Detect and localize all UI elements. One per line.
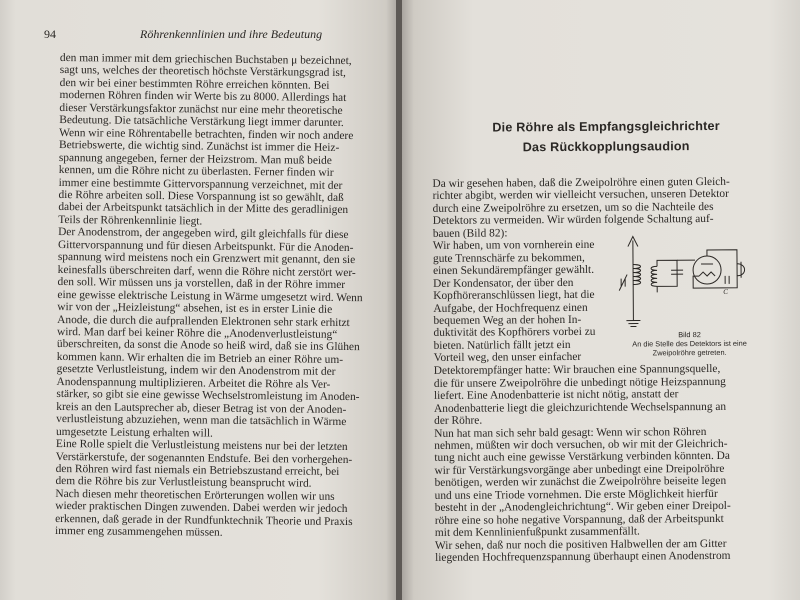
- caption-line: An die Stelle des Detektors ist eine: [632, 339, 747, 349]
- text-line: die Röhre arbeiten soll. Diese Vorspannung ist so gewählt, daß: [58, 188, 344, 204]
- tuning-capacitor: [619, 275, 627, 291]
- text-line: Wenn wir eine Röhrentabelle betrachten, finden wir noch andere: [59, 126, 354, 142]
- text-line: kennen, um die Röhre nicht zu überlasten. Ferner finden wir: [58, 164, 334, 179]
- text-line: Wir haben, um von vornherein eine: [432, 239, 595, 253]
- figure-number: Bild 82: [678, 330, 701, 340]
- text-line: wir von der „Heizleistung“ absehen, ist es in erster Linie die: [57, 301, 333, 316]
- text-line: Nun hat man sich sehr bald gesagt: Wenn wir schon Röhren: [434, 425, 707, 440]
- text-line: Anodenbatterie liegt die gleichzurichtende Wechselspannung an: [433, 400, 727, 415]
- heading-main: Die Röhre als Empfangsgleichrichter: [492, 118, 720, 135]
- text-line: Vorteil weg, den unser einfacher: [433, 351, 582, 365]
- text-line: wieder praktischen Dingen zuwenden. Dabei werden wir jedoch: [55, 500, 348, 516]
- text-line: stärker, so gibt sie eine gewisse Wechselstromleistung im Anoden-: [56, 388, 360, 404]
- text-line: immer eng zusammengehen müssen.: [54, 525, 223, 539]
- antenna-symbol: [628, 237, 639, 321]
- text-line: bequemen Weg an der hohen In-: [433, 313, 582, 327]
- text-line: bieten. Natürlich fällt jetzt ein: [433, 338, 571, 352]
- text-line: Gittervorspannung und für diesen Arbeitspunkt. Für die Anoden-: [57, 238, 354, 254]
- text-line: Der Kondensator, der über den: [433, 276, 574, 290]
- body-paragraphs: [434, 363, 773, 565]
- text-line: Anodenspannung multiplizieren. Arbeitet die Röhre als Ver-: [56, 375, 331, 391]
- text-line: verlustleistung abzuziehen, wenn man die tatsächlich in Wärme: [56, 413, 347, 429]
- text-line: spannung wird meistens noch ein Grenzwert mit genannt, den sie: [57, 251, 356, 267]
- text-line: Nach diesen mehr theoretischen Erörterungen wollen wir uns: [55, 487, 335, 503]
- text-line: dabei der Arbeitspunkt tatsächlich in der Mitte des geradlinigen: [58, 201, 349, 217]
- intro-paragraph: [432, 176, 770, 241]
- tube-cathode: [699, 272, 715, 276]
- text-line: dieser Verstärkungsfaktor zunächst nur eine mehr theoretische: [59, 101, 343, 117]
- text-line: Betriebswerte, die wichtig sind. Zunächst ist immer die Heiz-: [58, 139, 340, 155]
- text-line: kreis an den Lautsprecher ab, dieser Betrag ist von der Anoden-: [56, 400, 347, 416]
- headphone-symbol: [737, 262, 745, 278]
- section-heading: [440, 116, 772, 158]
- heading-sub: Das Rückkopplungsaudion: [522, 139, 690, 155]
- text-line: röhre eine so hohe negative Vorspannung, daß der Arbeitspunkt: [434, 512, 724, 527]
- text-line: duktivität des Kopfhörers vorbei zu: [433, 326, 596, 340]
- text-line: Da wir gesehen haben, daß die Zweipolröhre einen guten Gleich-: [432, 175, 730, 190]
- running-title: Röhrenkennlinien und ihre Bedeutung: [140, 27, 323, 41]
- text-line: benötigen, werden wir zunächst die Zweipolröhre beiseite legen: [434, 475, 727, 490]
- text-line: keinesfalls überschreiten darf, wenn die Röhre nicht zerstört wer-: [57, 263, 356, 279]
- text-line: nehmen, müßten wir doch versuchen, ob wir mit der Gleichrich-: [434, 437, 728, 452]
- text-line: gesetzte Verlustleistung, indem wir den Anodenstrom mit der: [56, 363, 336, 379]
- text-line: Kopfhöreranschlüssen liegt, hat die: [433, 288, 595, 303]
- text-line: eine gewisse elektrische Leistung in Wärme umgesetzt wird. Wenn: [57, 288, 363, 304]
- text-line: wird. Man darf bei keiner Röhre die „Anodenverlustleistung“: [57, 325, 338, 341]
- figure-82: [605, 234, 774, 365]
- text-line: Verstärkerstufe, der sogenannten Endstufe. Bei den vorhergehen-: [55, 450, 353, 466]
- capacitor-label: C: [723, 288, 728, 297]
- text-line: den Röhren wird fast niemals ein Betriebszustand erreicht, bei: [55, 462, 340, 478]
- text-line: den wir bei einer bestimmten Röhre erreichen könnten. Bei: [59, 76, 330, 92]
- text-line: immer eine bestimmte Gittervorspannung verzeichnet, mit der: [58, 176, 343, 192]
- text-line: liefert. Eine Anodenbatterie ist nicht nötig, anstatt der: [433, 388, 679, 403]
- text-line: liegenden Hochfrequenzspannung überhaupt einen Anodenstrom: [435, 549, 731, 564]
- text-line: einen Sekundärempfänger gewählt.: [433, 263, 595, 278]
- text-line: den soll. Wir müssen uns ja vorstellen, daß in der Röhre immer: [57, 276, 346, 292]
- text-line: erkennen, daß gerade in der Rundfunktechnik Theorie und Praxis: [55, 512, 353, 528]
- text-line: Bedeutung. Die tatsächliche Verstärkung liegt immer darunter.: [59, 114, 344, 130]
- text-line: wir für Verstärkungsvorgänge aber unbedingt eine Dreipolröhre: [434, 462, 725, 477]
- text-line: durch eine Zweipolröhre zu ersetzen, um so die Nachteile des: [432, 200, 714, 215]
- text-line: besteht in der „Anodengleichrichtung“. Wir geben einer Dreipol-: [434, 500, 731, 515]
- text-line: spannung angegeben, ferner der Heizstrom. Man muß beide: [58, 151, 332, 167]
- text-line: kommen kann. Wir erhalten die im Betrieb an einer Röhre um-: [56, 350, 344, 366]
- figure-row: [433, 238, 772, 365]
- text-line: Anode, die durch die aufprallenden Elektronen sehr stark erhitzt: [57, 313, 350, 329]
- text-line: mit dem Kennlinienfußpunkt zusammenfällt.: [434, 525, 640, 540]
- bypass-capacitor: [725, 276, 729, 284]
- text-line: Detektorempfänger hatte: Wir brauchen eine Spannungsquelle,: [433, 363, 721, 378]
- left-page: [0, 0, 398, 600]
- text-line: bauen (Bild 82):: [432, 227, 508, 240]
- text-line: umgesetzte Leistung erhalten will.: [55, 425, 213, 440]
- text-line: überschreiten, da sonst die Anode so heiß wird, daß sie ins Glühen: [56, 338, 360, 354]
- primary-coil: [633, 265, 641, 285]
- figure-side-text: [433, 239, 602, 365]
- text-line: Aufgabe, der Hochfrequenz einen: [433, 301, 588, 315]
- text-line: Wir sehen, daß nur noch die positiven Halbwellen der am Gitter: [434, 537, 727, 552]
- circuit-diagram: [615, 234, 756, 330]
- text-line: der Röhre.: [434, 414, 483, 428]
- text-line: modernen Röhren finden wir Werte bis zu 8000. Allerdings hat: [59, 89, 347, 105]
- page-number: 94: [44, 27, 56, 41]
- text-line: die für unsere Zweipolröhre die unbedingt nötige Heizspannung: [433, 375, 726, 390]
- right-page: [402, 0, 800, 600]
- figure-caption: [605, 330, 773, 358]
- secondary-coil: [651, 267, 657, 287]
- text-line: Detektors zu vermeiden. Wir würden folgende Schaltung auf-: [432, 213, 714, 228]
- caption-line: Zweipolröhre getreten.: [652, 348, 727, 358]
- ground-symbol: [626, 321, 640, 327]
- text-line: tung nicht auch eine gewisse Verstärkung verbinden könnten. Da: [434, 450, 730, 465]
- text-line: richter abgibt, werden wir vielleicht versuchen, unseren Detektor: [432, 188, 729, 203]
- tube-wiring: [677, 250, 737, 288]
- right-page-content: [422, 116, 775, 565]
- text-line: gute Trennschärfe zu bekommen,: [432, 251, 585, 265]
- text-line: Teils der Röhrenkennlinie liegt.: [58, 213, 203, 228]
- secondary-wiring: [657, 260, 677, 292]
- text-line: Eine Rolle spielt die Verlustleistung meistens nur bei der letzten: [55, 438, 348, 454]
- left-page-text: [55, 52, 385, 541]
- text-line: und uns eine Triode vornehmen. Die erste Möglichkeit hierfür: [434, 487, 718, 502]
- diode-tube: [693, 256, 721, 284]
- text-line: den man immer mit dem griechischen Buchstaben μ bezeichnet,: [59, 52, 352, 68]
- text-line: Der Anodenstrom, der angegeben wird, gilt gleichfalls für diese: [58, 226, 349, 242]
- text-line: dem die Röhre bis zur Verlustleistung beansprucht wird.: [55, 475, 312, 491]
- text-line: sagt uns, welches der theoretisch höchste Verstärkungsgrad ist,: [59, 64, 346, 80]
